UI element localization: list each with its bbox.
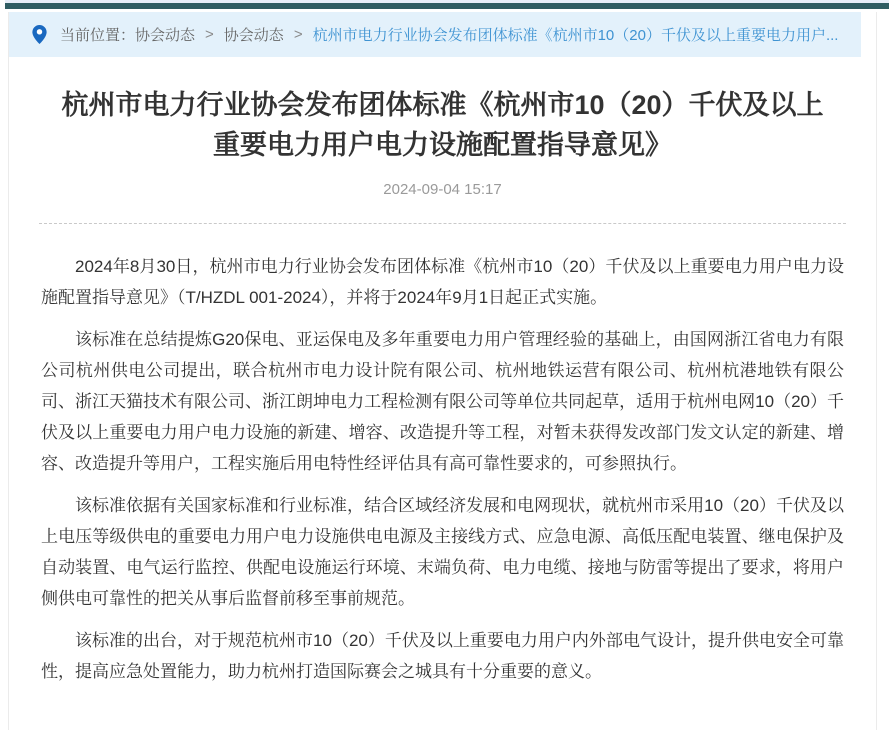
breadcrumb-separator: > — [293, 26, 303, 43]
article-paragraph: 该标准的出台，对于规范杭州市10（20）千伏及以上重要电力用户内外部电气设计，提升供电安全可靠性，提高应急处置能力，助力杭州打造国际赛会之城具有十分重要的意义。 — [41, 631, 844, 681]
publish-date: 2024-09-04 15:17 — [383, 181, 502, 198]
content-card — [8, 12, 877, 730]
article-body — [41, 251, 844, 687]
article-paragraph: 该标准依据有关国家标准和行业标准，结合区域经济发展和电网现状，就杭州市采用10（20）千伏及以上电压等级供电的重要电力用户电力设施供电电源及主接线方式、应急电源、高低压配电装置、继电保护及自动装置、电气运行监控、供配电设施运行环境、末端负荷、电力电缆、接地与防雷等提出了要求，将用户侧供电可靠性的把关从事后监督前移至事前规范。 — [41, 496, 844, 608]
breadcrumb-separator: > — [205, 26, 214, 43]
breadcrumb-item-association-news-2[interactable]: 协会动态 — [223, 27, 284, 44]
breadcrumb-current-article[interactable]: 杭州市电力行业协会发布团体标准《杭州市10（20）千伏及以上重要电力用户... — [312, 27, 839, 44]
page-title: 杭州市电力行业协会发布团体标准《杭州市10（20）千伏及以上重要电力用户电力设施配置指导意见》 — [61, 90, 824, 160]
page-top-strip — [5, 0, 889, 9]
topbar-accent — [5, 3, 889, 9]
breadcrumb-item-association-news[interactable]: 协会动态 — [135, 27, 196, 44]
breadcrumb — [9, 12, 861, 57]
location-pin-icon — [32, 25, 47, 44]
breadcrumb-prefix: 当前位置： — [60, 27, 136, 44]
article-paragraph: 2024年8月30日，杭州市电力行业协会发布团体标准《杭州市10（20）千伏及以上重要电力用户电力设施配置指导意见》（T/HZDL 001-2024），并将于2024年9月1日起正式实施。 — [41, 257, 844, 307]
article-paragraph: 该标准在总结提炼G20保电、亚运保电及多年重要电力用户管理经验的基础上，由国网浙江省电力有限公司杭州供电公司提出，联合杭州市电力设计院有限公司、杭州地铁运营有限公司、杭州杭港地铁有限公司、浙江天猫技术有限公司、浙江朗坤电力工程检测有限公司等单位共同起草，适用于杭州电网10（20）千伏及以上重要电力用户电力设施的新建、增容、改造提升等工程，对暂未获得发改部门发文认定的新建、增容、改造提升等用户，工程实施后用电特性经评估具有高可靠性要求的，可参照执行。 — [41, 330, 844, 473]
dashed-divider — [39, 223, 846, 224]
